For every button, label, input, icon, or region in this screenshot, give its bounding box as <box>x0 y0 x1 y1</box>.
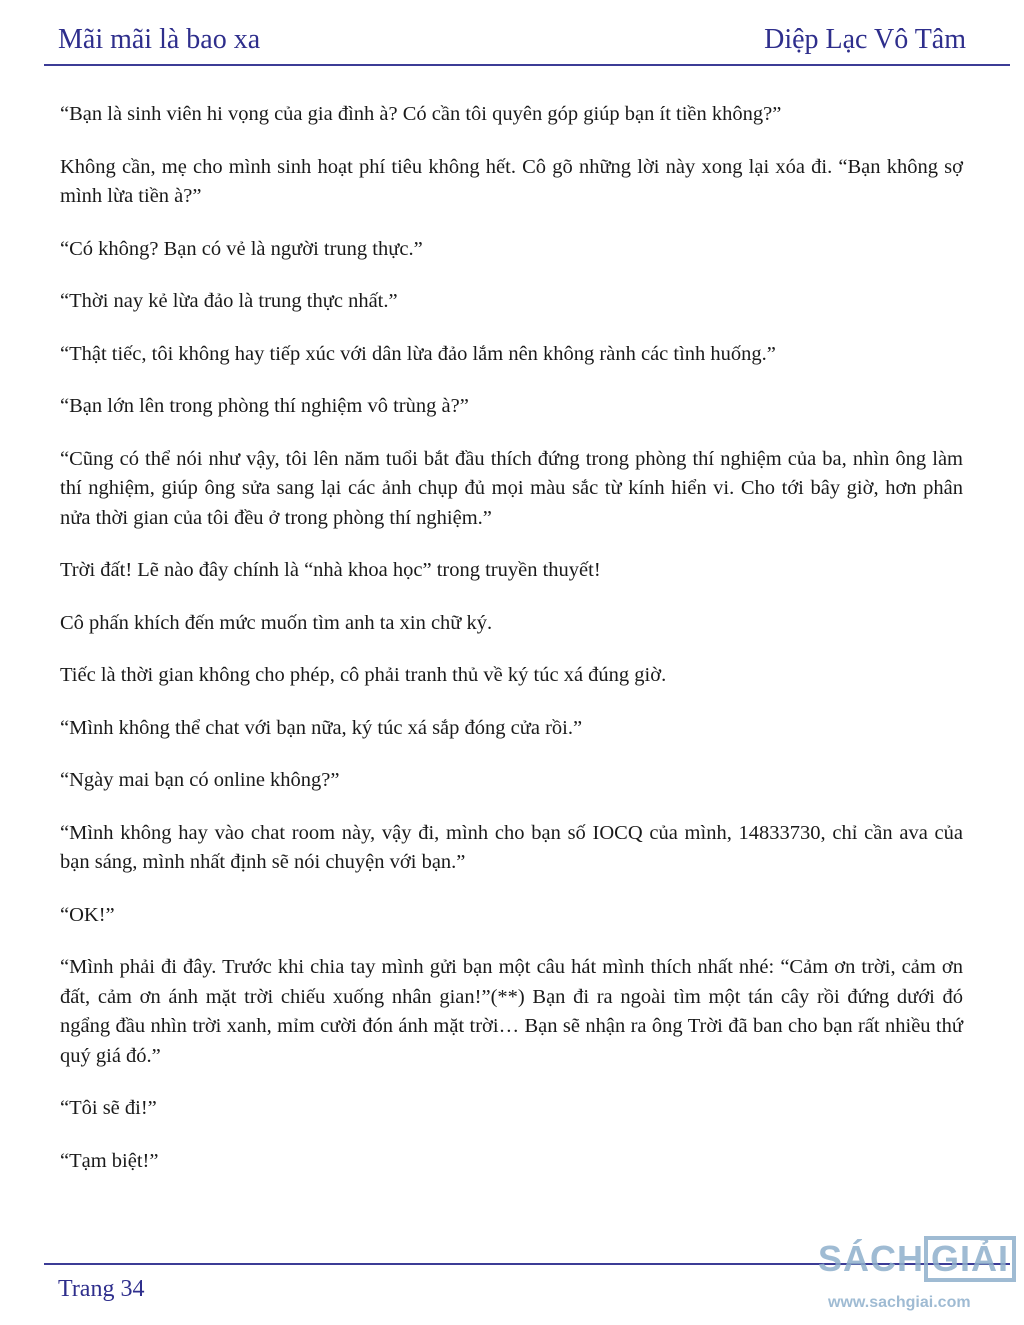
paragraph: “Mình không thể chat với bạn nữa, ký túc xá sắp đóng cửa rồi.” <box>60 716 583 739</box>
paragraph: “Có không? Bạn có vẻ là người trung thực.” <box>60 237 423 260</box>
author-name: Diệp Lạc Vô Tâm <box>764 24 966 55</box>
watermark-url: www.sachgiai.com <box>828 1294 971 1311</box>
paragraph: “Thật tiếc, tôi không hay tiếp xúc với dân lừa đảo lắm nên không rành các tình huống.” <box>60 342 776 365</box>
header-divider <box>44 64 1010 66</box>
watermark-brand <box>818 1236 1016 1282</box>
paragraph: “Bạn là sinh viên hi vọng của gia đình à? Có cần tôi quyên góp giúp bạn ít tiền không?” <box>60 103 782 125</box>
paragraph: Tiếc là thời gian không cho phép, cô phải tranh thủ về ký túc xá đúng giờ. <box>60 664 667 686</box>
watermark-logo <box>808 1232 1018 1322</box>
page-header <box>58 24 966 64</box>
paragraph: Không cần, mẹ cho mình sinh hoạt phí tiêu không hết. Cô gõ những lời này xong lại xóa đi. “Bạn không sợ mình lừa tiền à?” <box>60 155 963 207</box>
paragraph: “Cũng có thể nói như vậy, tôi lên năm tuổi bắt đầu thích đứng trong phòng thí nghiệm của ba, nhìn ông làm thí nghiệm, giúp ông sửa sang lại các ảnh chụp đủ mọi màu sắc từ kính hiển vi. Cho tới bây giờ, hơn phân nửa thời gian của tôi đều ở trong phòng thí nghiệm.” <box>60 447 963 529</box>
paragraph: “OK!” <box>60 903 115 926</box>
paragraph: Cô phấn khích đến mức muốn tìm anh ta xin chữ ký. <box>60 611 493 634</box>
paragraph: “Tôi sẽ đi!” <box>60 1097 157 1119</box>
watermark-brand-part1: SÁCH <box>818 1238 925 1279</box>
paragraph: “Thời nay kẻ lừa đảo là trung thực nhất.” <box>60 290 398 312</box>
watermark-brand-part2: GIẢI <box>924 1236 1016 1282</box>
paragraph: “Tạm biệt!” <box>60 1149 159 1172</box>
page-number: Trang 34 <box>58 1276 145 1302</box>
page-body <box>60 100 963 1199</box>
paragraph: Trời đất! Lẽ nào đây chính là “nhà khoa học” trong truyền thuyết! <box>60 559 601 581</box>
book-title: Mãi mãi là bao xa <box>58 24 261 55</box>
paragraph: “Mình phải đi đây. Trước khi chia tay mình gửi bạn một câu hát mình thích nhất nhé: “Cảm ơn trời, cảm ơn đất, cảm ơn ánh mặt trời chiếu xuống nhân gian!”(**) Bạn đi ra ngoài tìm một tán cây rồi đứng dưới đó ngẩng đầu nhìn trời xanh, mỉm cười đón ánh mặt trời… Bạn sẽ nhận ra ông Trời đã ban cho bạn rất nhiều thứ quý giá đó.” <box>60 956 963 1067</box>
paragraph: “Ngày mai bạn có online không?” <box>60 769 340 791</box>
paragraph: “Bạn lớn lên trong phòng thí nghiệm vô trùng à?” <box>60 395 469 417</box>
paragraph: “Mình không hay vào chat room này, vậy đi, mình cho bạn số IOCQ của mình, 14833730, chỉ cần ava của bạn sáng, mình nhất định sẽ nói chuyện với bạn.” <box>60 821 963 873</box>
